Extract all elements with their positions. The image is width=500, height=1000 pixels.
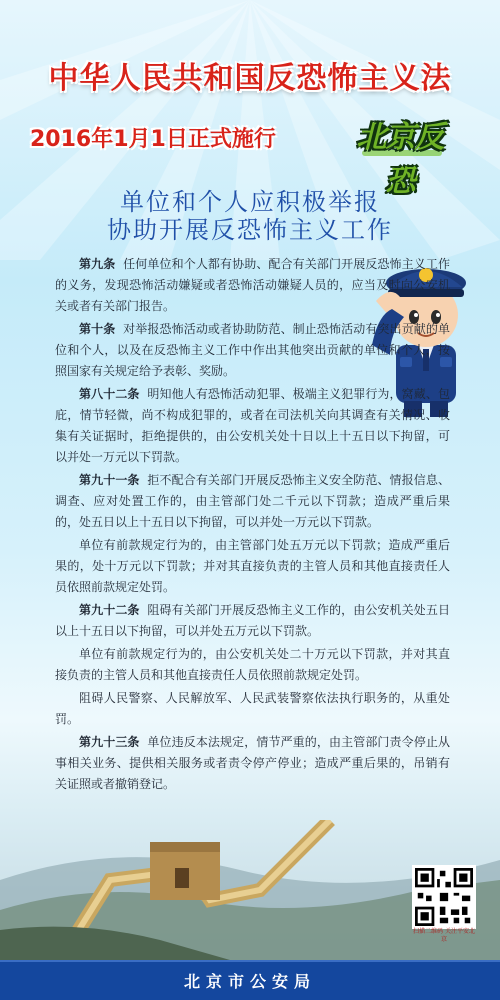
article-text: 明知他人有恐怖活动犯罪、极端主义犯罪行为，窝藏、包庇，情节轻微，尚不构成犯罪的，或者在司法机关向其调查有关情况、收集有关证据时，拒绝提供的，由公安机关处十日以上十五日以下拘留，可以并处一万元以下罚款。 xyxy=(55,387,450,464)
article-92-clause-2 xyxy=(55,644,450,686)
article-number: 第八十二条 xyxy=(79,387,140,401)
beijing-anti-terror-logo xyxy=(344,110,456,199)
subtitle-line-2: 协助开展反恐怖主义工作 xyxy=(107,216,393,244)
article-text: 拒不配合有关部门开展反恐怖主义安全防范、情报信息、调查、应对处置工作的，由主管部门处二千元以下罚款；造成严重后果的，处五日以上十五日以下拘留，可以并处一万元以下罚款。 xyxy=(55,473,450,529)
article-93 xyxy=(55,732,450,795)
article-92 xyxy=(55,600,450,642)
article-number: 第九十二条 xyxy=(79,603,140,617)
article-number: 第九十一条 xyxy=(79,473,140,487)
subtitle-line-1: 单位和个人应积极举报 xyxy=(120,188,380,216)
article-text: 单位违反本法规定，情节严重的，由主管部门责令停止从事相关业务、提供相关服务或者责令停产停业；造成严重后果的，吊销有关证照或者撤销登记。 xyxy=(55,735,450,791)
article-9 xyxy=(55,254,450,317)
article-text: 阻碍人民警察、人民解放军、人民武装警察依法执行职务的，从重处罚。 xyxy=(55,691,450,726)
article-82 xyxy=(55,384,450,468)
article-text: 阻碍有关部门开展反恐怖主义工作的，由公安机关处五日以上十五日以下拘留，可以并处五万元以下罚款。 xyxy=(55,603,450,638)
qr-caption: 扫描二维码 关注平安北京 xyxy=(413,928,475,943)
article-91 xyxy=(55,470,450,533)
article-91-clause-2 xyxy=(55,535,450,598)
article-text: 单位有前款规定行为的，由公安机关处二十万元以下罚款，并对其直接负责的主管人员和其他直接责任人员依照前款规定处罚。 xyxy=(55,647,450,682)
article-92-clause-3 xyxy=(55,688,450,730)
article-text: 任何单位和个人都有协助、配合有关部门开展反恐怖主义工作的义务，发现恐怖活动嫌疑或者恐怖活动嫌疑人员的，应当及时向公安机关或者有关部门报告。 xyxy=(55,257,450,313)
article-text: 单位有前款规定行为的，由主管部门处五万元以下罚款；造成严重后果的，处十万元以下罚款；并对其直接负责的主管人员和其他直接责任人员依照前款规定处罚。 xyxy=(55,538,450,594)
article-number: 第九条 xyxy=(79,257,116,271)
effective-date: 2016年1月1日正式施行 xyxy=(30,127,276,152)
logo-text: 北京反恐 xyxy=(356,120,444,199)
footer-bar: 北京市公安局 xyxy=(0,960,500,1000)
poster-title: 中华人民共和国反恐怖主义法 xyxy=(48,61,452,96)
law-text xyxy=(55,254,450,795)
article-text: 对举报恐怖活动或者协助防范、制止恐怖活动有突出贡献的单位和个人，以及在反恐怖主义工作中作出其他突出贡献的单位和个人，按照国家有关规定给予表彰、奖励。 xyxy=(55,322,450,378)
article-number: 第九十三条 xyxy=(79,735,140,749)
article-number: 第十条 xyxy=(79,322,116,336)
qr-code-icon xyxy=(412,865,476,929)
article-10 xyxy=(55,319,450,382)
